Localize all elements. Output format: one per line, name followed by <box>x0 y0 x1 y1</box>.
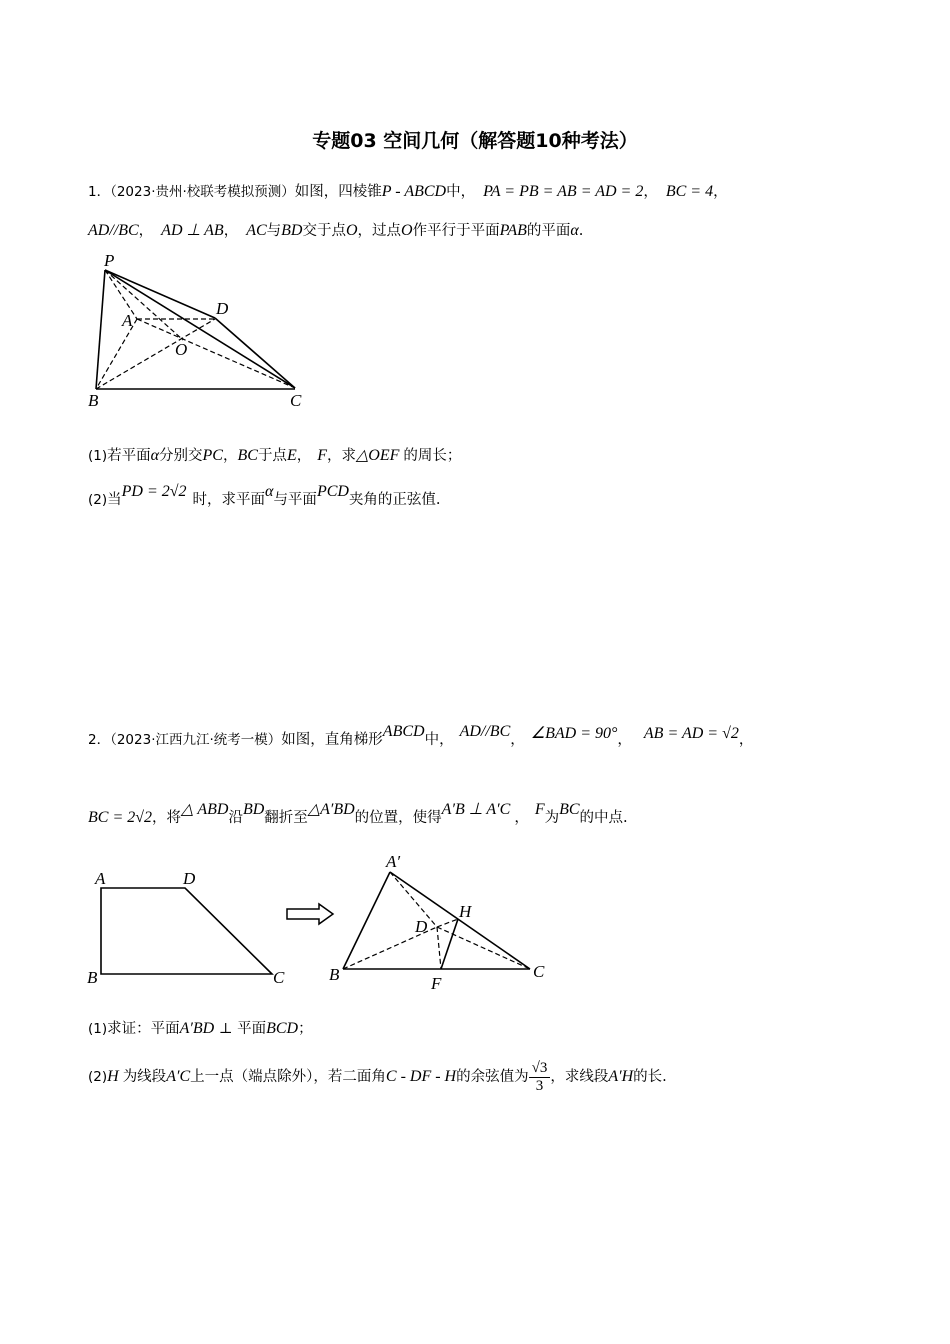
label-B: B <box>88 391 99 410</box>
q2-text: ⊥ <box>214 1021 238 1037</box>
q1-text: 若平面 <box>107 448 151 464</box>
q1-cond: AD ⊥ AB <box>161 222 224 239</box>
q1-cond: BC <box>237 447 258 464</box>
q2-cond: A′C <box>166 1068 191 1085</box>
trapezoid-ABCD <box>101 888 272 974</box>
label-A: A <box>95 869 106 888</box>
q2-line-1 <box>88 723 754 749</box>
q2-part2-number: (2) <box>88 1069 108 1085</box>
q1-part2-number: (2) <box>88 492 108 508</box>
q1-text: 于点 <box>257 448 287 464</box>
q2-cond: ∠BAD = 90° <box>530 725 618 742</box>
q1-cond: AD//BC <box>88 222 139 239</box>
q2-text: 的位置，使得 <box>354 810 442 826</box>
q2-cond: △ ABD <box>181 801 229 818</box>
q2-cond: A′B ⊥ A′C <box>441 801 511 818</box>
q2-cond: △A′BD <box>307 801 355 818</box>
q1-cond: PC <box>202 447 223 464</box>
q2-text: 的中点. <box>579 810 628 826</box>
q2-text: 中， <box>424 732 454 748</box>
label-C: C <box>273 968 285 987</box>
q1-text: . <box>578 223 584 239</box>
edge-D-C <box>437 927 530 969</box>
q1-text: ， <box>138 223 154 239</box>
q2-cond: A′BD <box>179 1020 215 1037</box>
q1-cond: PA = PB = AB = AD = 2 <box>483 183 644 200</box>
q1-cond: PD = 2 <box>121 483 170 500</box>
q2-text: ； <box>298 1021 313 1037</box>
diag-BD <box>96 319 215 389</box>
q1-text: ， <box>222 448 238 464</box>
page-title: 专题03 空间几何（解答题10种考法） <box>312 130 638 152</box>
q2-cond: √2 <box>135 809 153 826</box>
q2-cond: BD <box>242 801 265 818</box>
edge-D-F <box>437 927 441 969</box>
q1-text: ，过点 <box>357 223 402 239</box>
q1-pyramid-figure <box>80 250 320 415</box>
q1-cond: α <box>150 447 160 464</box>
q2-text: ， <box>738 732 754 748</box>
q1-cond: α <box>570 222 579 239</box>
q1-text: 中， <box>446 184 476 200</box>
label-B: B <box>329 965 340 984</box>
q1-part1 <box>88 444 461 465</box>
q1-text: 与平面 <box>273 492 317 508</box>
q1-text: ， <box>713 184 728 200</box>
q1-cond: BD <box>281 222 303 239</box>
q1-cond: AC <box>246 222 267 239</box>
q2-text: 为线段 <box>122 1069 167 1085</box>
q1-cond: O <box>345 222 358 239</box>
q2-text: ， <box>617 732 632 748</box>
q2-cond: F <box>534 801 545 818</box>
q2-part1-number: (1) <box>88 1021 108 1037</box>
q2-cond: ABCD <box>382 723 425 740</box>
q1-text: 与 <box>266 223 282 239</box>
label-F: F <box>431 974 442 993</box>
q2-text: 沿 <box>228 810 243 826</box>
label-D: D <box>183 869 196 888</box>
q2-fraction <box>529 1060 551 1094</box>
q2-cond: BC = 2 <box>88 809 136 826</box>
q1-cond: E <box>286 447 297 464</box>
q2-cond: √2 <box>722 725 739 742</box>
q1-text: 的周长； <box>403 448 462 464</box>
q1-text: ，求 <box>327 448 356 464</box>
line-PO <box>105 270 183 340</box>
q1-cond: α <box>265 483 274 500</box>
q1-part1-number: (1) <box>88 448 108 464</box>
q2-text: 的长. <box>633 1069 667 1085</box>
q1-text: 分别交 <box>159 448 203 464</box>
q2-trapezoid-figure <box>85 865 305 990</box>
q1-cond: PAB <box>499 222 527 239</box>
label-P: P <box>104 251 115 270</box>
q2-text: 平面 <box>237 1021 267 1037</box>
q2-cond: BCD <box>266 1020 299 1037</box>
q2-part2 <box>88 1060 667 1094</box>
label-D: D <box>216 299 229 318</box>
diag-AC <box>137 319 295 388</box>
q2-folded-figure <box>325 845 555 995</box>
q1-cond: √2 <box>169 483 187 500</box>
q1-text: ， <box>223 223 239 239</box>
q1-cond: PCD <box>316 483 349 500</box>
q1-cond: O <box>401 222 413 239</box>
q2-text: 如图，直角梯形 <box>281 732 383 748</box>
q2-text: ， <box>510 732 525 748</box>
q1-pyramid: P - ABCD <box>381 183 447 200</box>
q1-source: （2023·贵州·校联考模拟预测） <box>110 184 295 200</box>
q1-text: 当 <box>107 492 122 508</box>
q1-text: 如图，四棱锥 <box>294 184 382 200</box>
q1-text: ， <box>643 184 658 200</box>
q2-number: 2． <box>88 732 111 748</box>
fraction-denominator: 3 <box>535 1077 544 1094</box>
edge-H-F <box>441 919 458 969</box>
q2-line-2 <box>88 801 628 827</box>
q2-cond: BC <box>559 801 580 818</box>
q2-cond: AB = AD = <box>643 725 723 742</box>
q1-part2 <box>88 483 441 509</box>
q1-number: 1． <box>88 184 111 200</box>
q2-text: 为 <box>544 810 560 826</box>
fraction-numerator: √3 <box>529 1060 551 1078</box>
q1-cond: F <box>317 447 327 464</box>
q1-text: 时，求平面 <box>192 492 266 508</box>
q1-text: ， <box>296 448 312 464</box>
q1-text: 的平面 <box>526 223 571 239</box>
q1-cond: BC = 4 <box>665 183 714 200</box>
q1-line-2 <box>88 219 583 240</box>
edge-PC <box>105 270 295 388</box>
q2-source: （2023·江西九江·统考一模） <box>110 732 282 748</box>
edge-A-B <box>343 872 390 969</box>
q2-cond: AD//BC <box>459 723 511 740</box>
label-A-prime: A′ <box>386 852 401 871</box>
edge-PB <box>96 270 105 389</box>
label-C: C <box>533 962 545 981</box>
edge-DC <box>215 318 295 388</box>
label-D: D <box>415 917 428 936</box>
label-O: O <box>175 340 188 359</box>
q2-text: 翻折至 <box>264 810 308 826</box>
q2-text: ，求线段 <box>550 1069 609 1085</box>
q1-text: 交于点 <box>302 223 346 239</box>
q2-cond: A′H <box>608 1068 634 1085</box>
q2-text: ， <box>514 810 529 826</box>
q2-text: 上一点（端点除外），若二面角 <box>190 1069 386 1085</box>
q2-cond: C - DF - H <box>385 1068 457 1085</box>
q1-text: 作平行于平面 <box>412 223 500 239</box>
q2-cond: H <box>107 1068 119 1085</box>
q2-text: 的余弦值为 <box>456 1069 529 1085</box>
q2-text: ，将 <box>152 810 182 826</box>
q1-text: 夹角的正弦值. <box>348 492 441 508</box>
label-A: A <box>122 311 133 330</box>
q2-part1 <box>88 1017 313 1038</box>
q1-line-1 <box>88 180 728 201</box>
q1-cond: △OEF <box>356 447 400 464</box>
label-H: H <box>459 902 472 921</box>
label-B: B <box>87 968 98 987</box>
label-C: C <box>290 391 302 410</box>
q2-text: 求证：平面 <box>107 1021 180 1037</box>
